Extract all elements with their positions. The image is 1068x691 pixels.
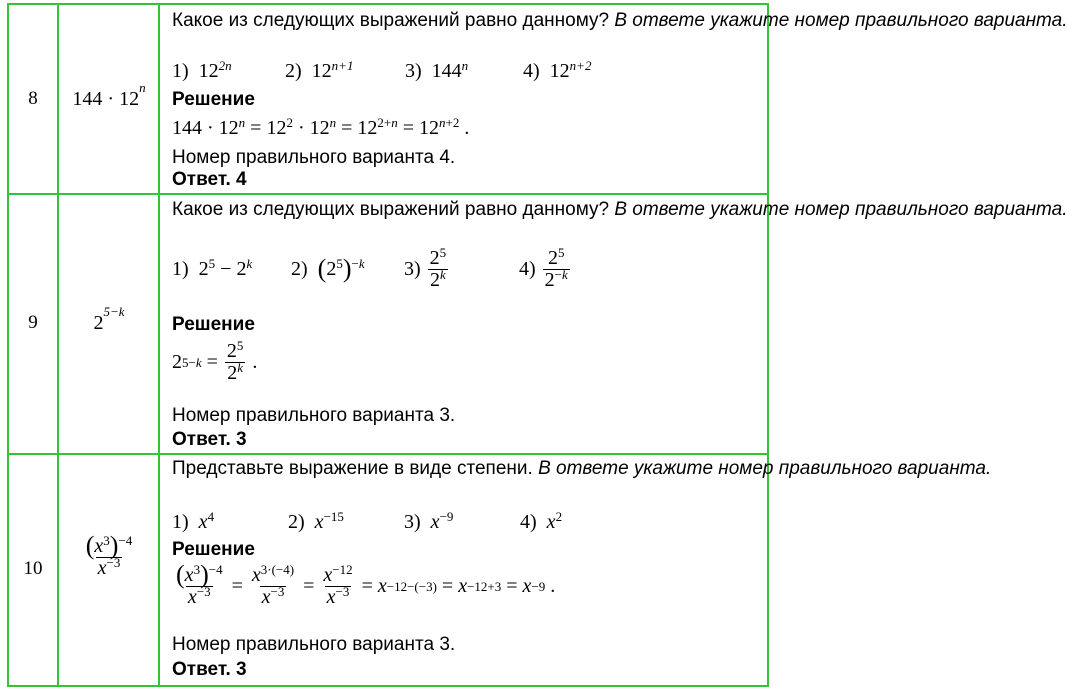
task-expression: $\frac{(x^3)^{-4}}{x^{-3}}$ (85, 531, 133, 579)
solution-formula: 2 5−k = $\frac{2^5}{2^k}$ . (172, 337, 258, 384)
option-3: 3) $x^{-9}$ (404, 508, 454, 533)
solution-heading: Решение (172, 314, 255, 335)
row-divider (9, 193, 767, 195)
option-2: 2) $x^{-15}$ (288, 508, 344, 533)
option-1: 1) $x^4$ (172, 508, 215, 533)
answer: Ответ. 4 (172, 169, 247, 190)
answer-options (172, 244, 572, 291)
answer-options (172, 508, 563, 534)
correct-variant: Номер правильного варианта 3. (172, 634, 456, 655)
task-number: 9 (28, 312, 38, 333)
option-4: 4) $12^{n+2}$ (523, 57, 592, 82)
solution-formula: $144 \cdot 12^n = 12^2 \cdot 12^n = 12^{2+n} = 12^{n+2}$ . (172, 114, 470, 139)
answer-options (172, 57, 592, 83)
option-1: 1) $12^{2n}$ (172, 57, 232, 82)
option-3: 3) 144$^n$ (405, 57, 469, 82)
task-expression: 144 · 12 n (72, 80, 146, 110)
option-4: 4) $x^2$ (520, 508, 563, 533)
solution-heading: Решение (172, 539, 255, 560)
option-4: 4) $\frac{2^5}{2^{-k}}$ (519, 244, 568, 291)
task-text: Какое из следующих выражений равно данному? В ответе укажите номер правильного варианта. (172, 199, 1068, 220)
option-3: 3) $\frac{2^5}{2^k}$ (404, 244, 447, 291)
task-text: Какое из следующих выражений равно данному? В ответе укажите номер правильного варианта. (172, 10, 1068, 31)
answer: Ответ. 3 (172, 429, 247, 450)
task-number: 10 (23, 558, 43, 579)
answer: Ответ. 3 (172, 659, 247, 680)
task-text: Представьте выражение в виде степени. В ответе укажите номер правильного варианта. (172, 458, 992, 479)
solution-formula: $\frac{(x^3)^{-4}}{x^{-3}}$ = $\frac{x^{3\cdot(-4)}}{x^{-3}}$ = $\frac{x^{-12}}{x^{-3}}$ = x −12−(−3) = x −12+3 = x −9 . (176, 560, 556, 608)
solution-heading: Решение (172, 89, 255, 110)
option-1: 1) $2^5 - 2^k$ (172, 255, 253, 280)
column-divider (158, 5, 160, 685)
row-divider (9, 453, 767, 455)
option-2: 2) $12^{n+1}$ (285, 57, 354, 82)
correct-variant: Номер правильного варианта 3. (172, 405, 456, 426)
correct-variant: Номер правильного варианта 4. (172, 147, 456, 168)
task-expression: 2 5−k (93, 304, 125, 334)
task-number: 8 (28, 88, 38, 109)
option-2: 2) $(2^5)^{-k}$ (291, 254, 365, 283)
